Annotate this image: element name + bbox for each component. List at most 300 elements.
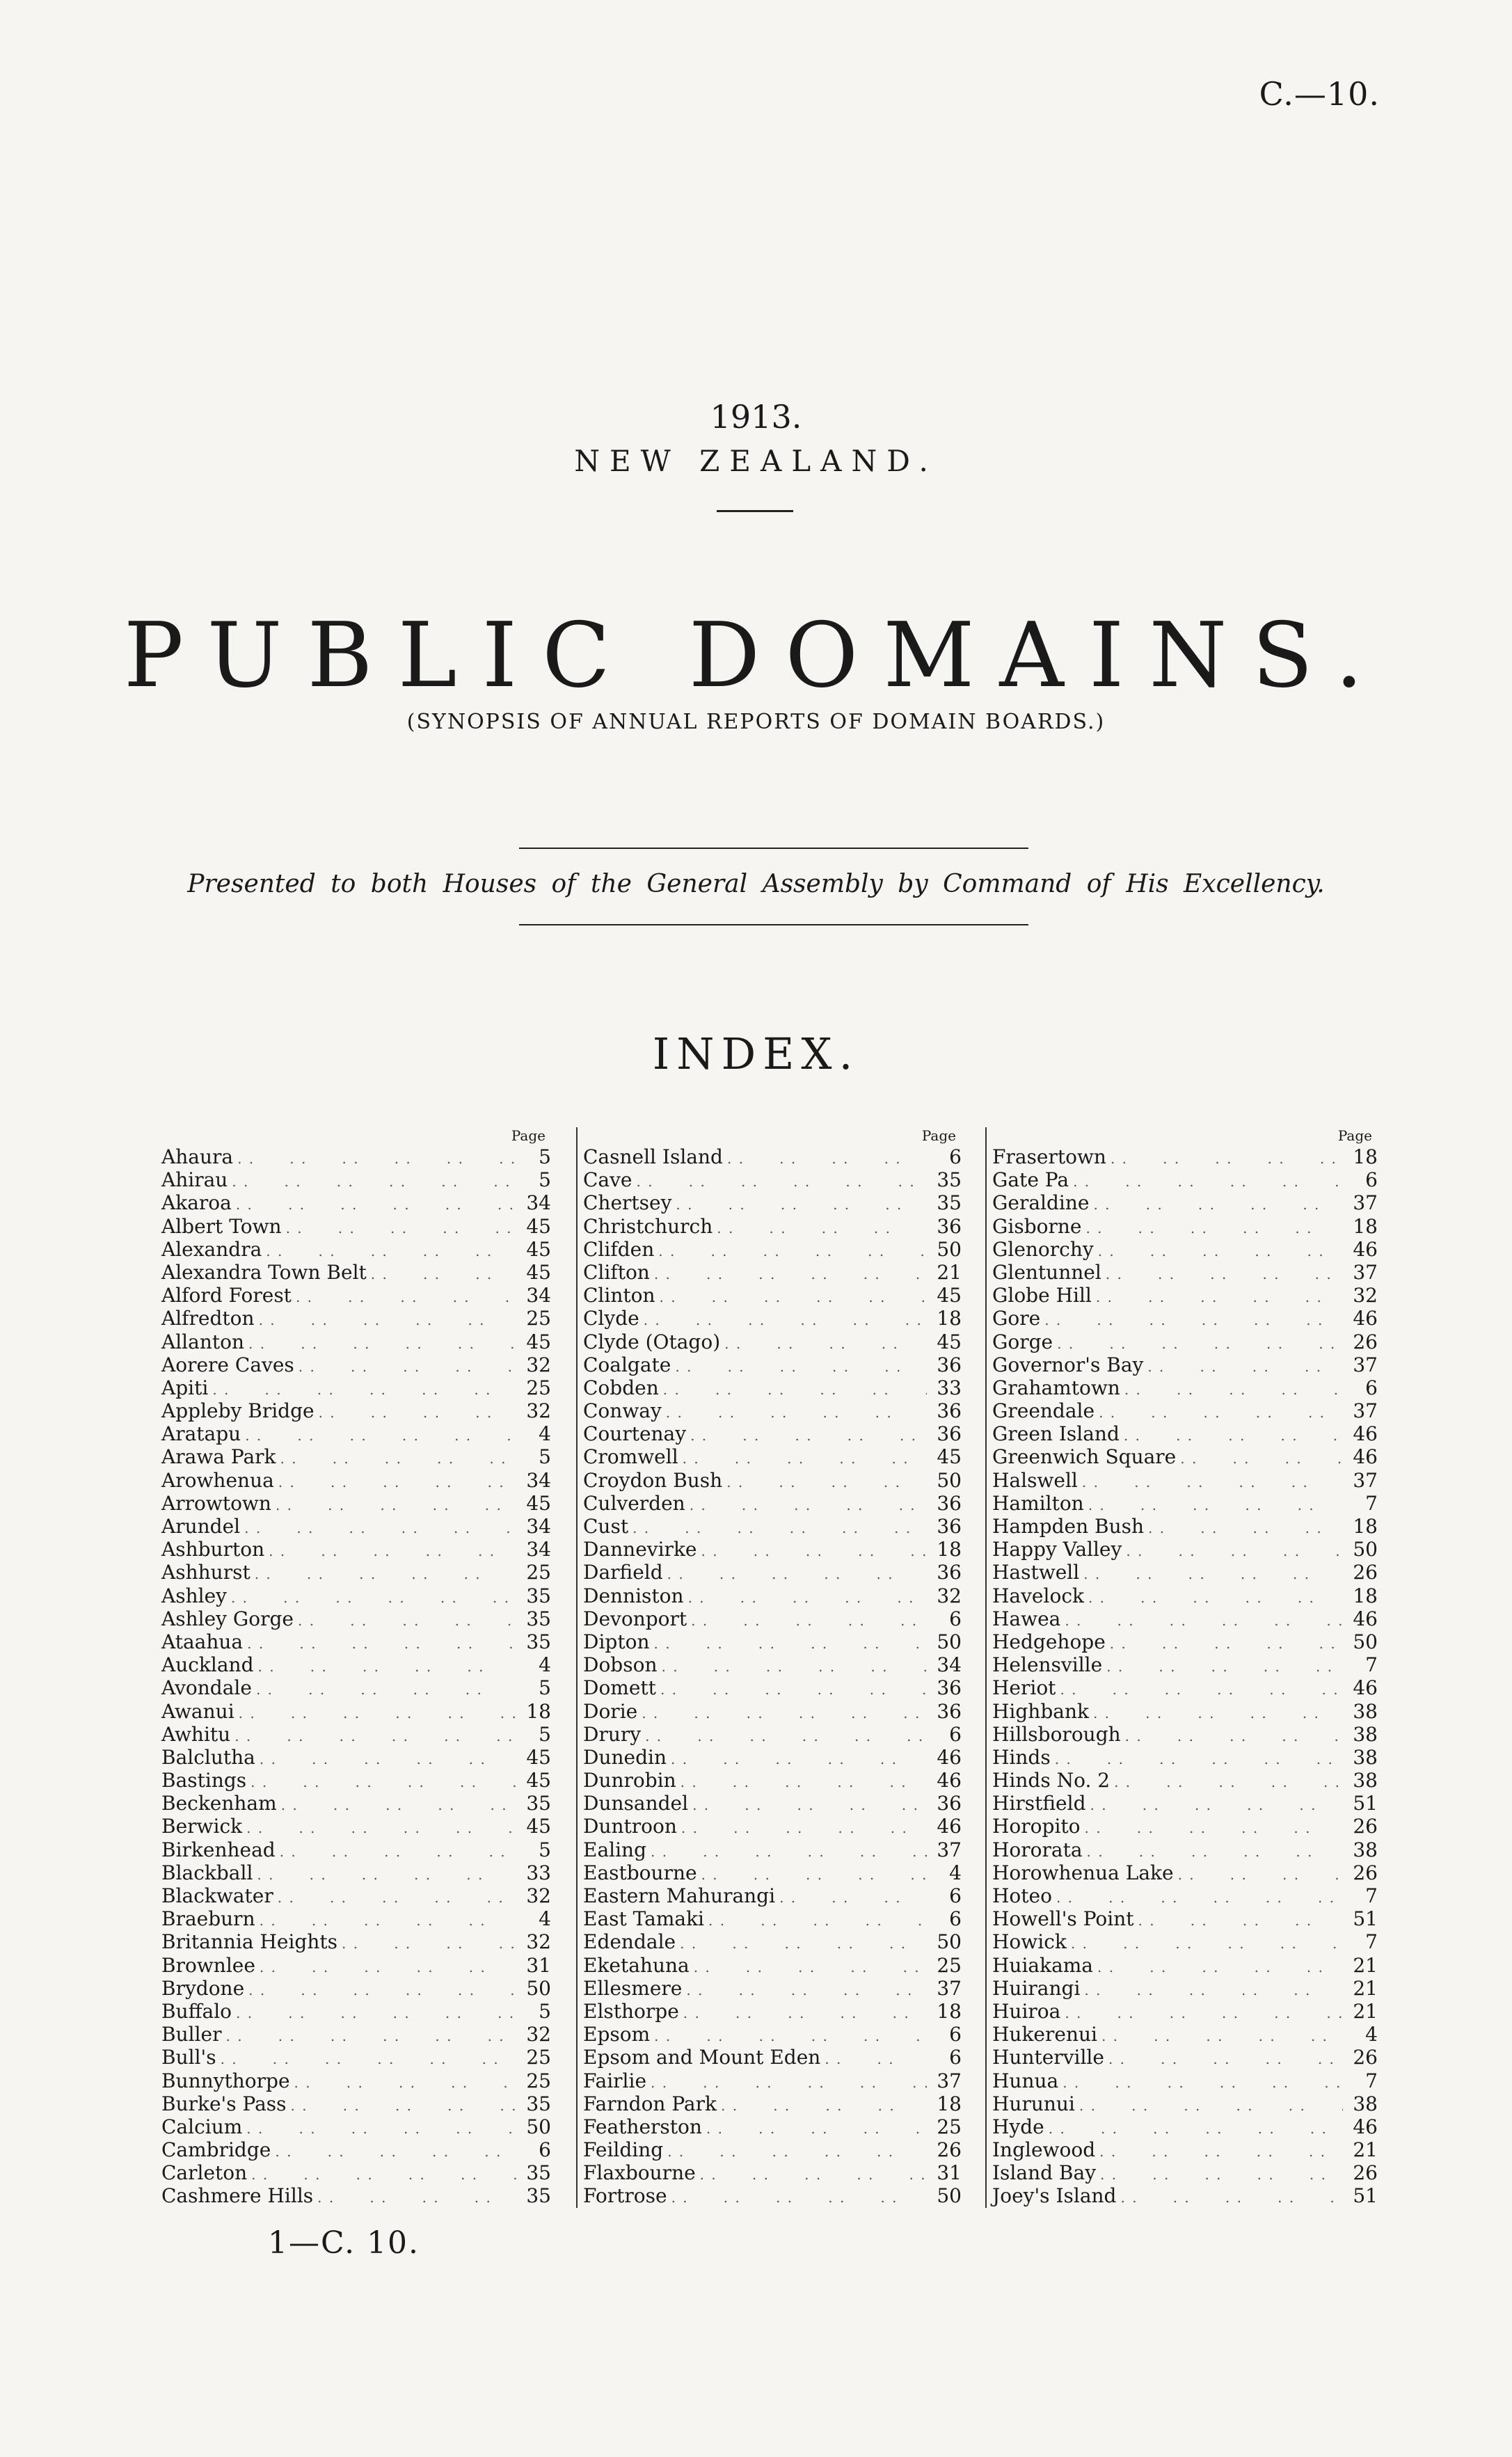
index-entry [583,1746,962,1769]
index-entry [161,1376,551,1399]
index-entry-name: Clyde (Otago) [583,1330,721,1353]
index-entry [161,1422,551,1445]
index-entry [992,1815,1378,1838]
index-entry-page: 38 [1353,1722,1378,1746]
index-entry-name: Duntroon [583,1815,677,1838]
index-entry-name: Ashburton [161,1538,265,1561]
index-entry-page: 45 [526,1214,551,1238]
index-entry [583,1445,962,1468]
dot-leader [1148,1517,1343,1540]
index-entry-page: 35 [526,1630,551,1653]
dot-leader [724,1333,927,1355]
index-entry [161,2184,551,2207]
index-entry-name: Island Bay [992,2161,1097,2185]
index-entry [992,1515,1378,1538]
index-entry [161,1215,551,1238]
dot-leader [644,1309,927,1332]
index-entry-name: Hunterville [992,2046,1104,2069]
index-entry-page: 18 [1353,1145,1378,1168]
report-year: 1913. [710,398,802,436]
index-entry [992,2000,1378,2023]
index-entry [583,1561,962,1584]
index-entry-name: Darfield [583,1561,663,1584]
index-entry [161,1238,551,1261]
index-entry-page: 25 [526,2069,551,2092]
dot-leader [671,1748,927,1771]
index-entry [583,2138,962,2161]
index-entry-name: Halswell [992,1468,1078,1492]
index-entry [161,1630,551,1653]
index-entry [992,1607,1378,1630]
index-entry [161,1445,551,1468]
index-entry [583,1861,962,1884]
index-entry-name: Clinton [583,1284,655,1307]
index-column-2 [576,1127,962,2208]
index-entry-page: 32 [526,1399,551,1423]
dot-leader [1106,1655,1343,1678]
index-entry-page: 5 [539,1168,551,1192]
index-entry-page: 36 [937,1792,962,1815]
index-entry [161,1515,551,1538]
index-entry-name: Burke's Pass [161,2092,287,2115]
dot-leader [1106,1263,1343,1286]
index-entry [161,2000,551,2023]
index-entry-page: 6 [1365,1168,1378,1192]
index-entry-page: 25 [937,2115,962,2138]
index-entry-name: Gisborne [992,1214,1082,1238]
index-entry [992,1584,1378,1607]
dot-leader [700,2163,927,2186]
index-entry-name: Birkenhead [161,1838,276,1861]
index-entry-page: 4 [539,1422,551,1446]
index-entry-name: Cave [583,1168,632,1192]
index-entry-page: 37 [1353,1260,1378,1284]
dot-leader [1111,1147,1343,1170]
index-entry-page: 33 [526,1861,551,1884]
index-entry-page: 36 [937,1676,962,1700]
index-entry-name: Hororata [992,1838,1083,1861]
index-entry-page: 50 [937,1237,962,1261]
dot-leader [1056,1886,1343,1909]
dot-leader [256,1678,516,1701]
index-entry-name: Epsom and Mount Eden [583,2046,821,2069]
index-entry [992,1676,1378,1699]
index-entry-page: 51 [1353,1792,1378,1815]
dot-leader [269,1540,516,1563]
index-entry-name: Arrowtown [161,1491,271,1515]
index-entry [583,1284,962,1307]
presented-line: Presented to both Houses of the General Assembly by Command of His Excellency. [187,870,1325,898]
index-entry-name: Cashmere Hills [161,2184,314,2208]
index-entry [583,1607,962,1630]
index-entry-name: Albert Town [161,1214,282,1238]
index-entry-name: Howell's Point [992,1907,1134,1931]
index-entry-page: 36 [937,1214,962,1238]
dot-leader [237,1147,516,1170]
index-entry-name: Ealing [583,1838,646,1861]
index-entry-name: Ellesmere [583,1976,683,2000]
index-entry [992,1399,1378,1422]
index-entry-page: 4 [1365,2023,1378,2046]
index-entry [992,1792,1378,1815]
index-entry [583,1700,962,1723]
page-column-label: Page [921,1127,956,1144]
index-entry-name: Globe Hill [992,1284,1092,1307]
dot-leader [727,1147,927,1170]
index-entry-page: 37 [1353,1191,1378,1215]
dot-leader [1110,1632,1343,1655]
index-entry-page: 46 [1353,1676,1378,1700]
dot-leader [675,1355,927,1378]
dot-leader [726,1471,927,1494]
dot-leader [236,2002,516,2025]
index-entry-page: 50 [526,1976,551,2000]
dot-leader [258,1655,516,1678]
index-entry-name: Clifden [583,1237,655,1261]
index-entry-page: 45 [937,1445,962,1469]
dot-leader [1147,1355,1343,1378]
index-entry-page: 34 [526,1284,551,1307]
index-entry-name: Huiroa [992,1999,1061,2023]
dot-leader [257,1863,516,1886]
index-entry-name: Gate Pa [992,1168,1069,1192]
index-entry [161,1561,551,1584]
dot-leader [654,2025,927,2048]
index-entry [992,1307,1378,1330]
index-entry-page: 25 [937,1953,962,1977]
index-entry [992,1261,1378,1284]
index-entry-name: Hukerenui [992,2023,1097,2046]
dot-leader [1114,1771,1343,1794]
index-entry-page: 5 [539,1838,551,1861]
index-entry-name: Cambridge [161,2138,271,2162]
index-entry [583,2069,962,2092]
index-entry-page: 51 [1353,2184,1378,2208]
index-entry [583,1376,962,1399]
index-entry-name: Gorge [992,1330,1053,1353]
index-entry-page: 6 [949,1884,962,1907]
index-entry [583,2000,962,2023]
index-entry-page: 18 [1353,1515,1378,1538]
dot-leader [701,1540,927,1563]
index-entry-page: 6 [949,1722,962,1746]
index-entry-name: Avondale [161,1676,252,1700]
index-entry [583,2092,962,2115]
index-entry-name: Allanton [161,1330,244,1353]
index-entry-name: Conway [583,1399,662,1423]
index-entry-name: Cobden [583,1376,659,1399]
index-entry-page: 21 [1353,1953,1378,1977]
index-entry [583,1907,962,1930]
dot-leader [1088,1587,1343,1609]
index-entry [583,1630,962,1653]
index-entry-page: 45 [526,1237,551,1261]
index-entry-page: 35 [526,1792,551,1815]
index-entry [161,2069,551,2092]
index-entry-page: 25 [526,1561,551,1584]
index-entry-name: Hastwell [992,1561,1080,1584]
index-entry [992,1630,1378,1653]
dot-leader [1090,1794,1343,1817]
index-entry-page: 46 [1353,2115,1378,2138]
index-entry-name: Flaxbourne [583,2161,696,2185]
index-entry [992,1700,1378,1723]
index-entry [161,1769,551,1792]
index-entry [583,1330,962,1353]
index-entry-name: Carleton [161,2161,248,2185]
index-entry [161,1676,551,1699]
index-entry [161,1815,551,1838]
index-entry-name: Hunua [992,2069,1059,2092]
dot-leader [637,1170,927,1193]
index-entry-name: Glentunnel [992,1260,1101,1284]
dot-leader [660,1286,927,1309]
index-entry [583,1515,962,1538]
index-entry-name: Ahaura [161,1145,234,1168]
index-entry-page: 38 [1353,1838,1378,1861]
index-entry [992,1561,1378,1584]
index-entry-page: 36 [937,1422,962,1446]
dot-leader [1071,1932,1343,1955]
index-entry-name: Bull's [161,2046,216,2069]
index-entry-name: Gore [992,1307,1041,1330]
index-entry [161,2092,551,2115]
index-entry-page: 35 [526,2161,551,2185]
index-entry-page: 45 [526,1769,551,1792]
index-entry-name: Geraldine [992,1191,1090,1215]
index-entry-page: 7 [1365,1930,1378,1954]
dot-leader [1138,1909,1344,1932]
index-entry-page: 26 [937,2138,962,2162]
index-entry-page: 26 [1353,2046,1378,2069]
index-entry [583,1884,962,1907]
index-entry-name: Dunedin [583,1745,667,1769]
index-entry [992,2184,1378,2207]
index-entry [161,1977,551,2000]
index-entry-page: 32 [937,1584,962,1607]
index-entry [161,2115,551,2138]
dot-leader [676,1193,927,1216]
index-entry [161,1954,551,1977]
dot-leader [1084,1979,1343,2002]
index-entry-page: 31 [937,2161,962,2185]
index-entry [161,1746,551,1769]
index-entry-name: Joey's Island [992,2184,1117,2208]
dot-leader [1099,2140,1343,2163]
dot-leader [632,1517,927,1540]
dot-leader [260,1748,516,1771]
divider-top [519,848,1028,849]
index-entry-page: 50 [1353,1538,1378,1561]
dot-leader [291,2094,516,2117]
index-entry-page: 25 [526,1376,551,1399]
index-entry-name: Hillsborough [992,1722,1121,1746]
dot-leader [246,2117,516,2140]
index-entry-name: Casnell Island [583,1145,723,1168]
index-entry [161,1607,551,1630]
index-entry-page: 45 [526,1745,551,1769]
index-entry [583,1191,962,1214]
index-entry [161,1261,551,1284]
index-entry [583,1930,962,1953]
index-entry-name: Alford Forest [161,1284,292,1307]
dot-leader [658,1240,927,1263]
index-column-1 [161,1127,551,2208]
index-column-list [578,1127,962,2208]
index-entry-name: Blackball [161,1861,253,1884]
index-entry-page: 34 [526,1468,551,1492]
index-entry-name: Devonport [583,1607,687,1630]
index-entry-page: 26 [1353,1330,1378,1353]
index-entry [992,1330,1378,1353]
index-entry-page: 21 [937,1260,962,1284]
index-entry-name: Blackwater [161,1884,273,1907]
index-entry [583,1492,962,1515]
index-entry-page: 32 [526,2023,551,2046]
dot-leader [1108,2048,1343,2071]
index-entry-page: 5 [539,1445,551,1469]
index-entry-name: Hawea [992,1607,1061,1630]
dot-leader [717,1217,927,1240]
index-entry-name: Dipton [583,1630,650,1653]
index-entry-name: Cust [583,1515,629,1538]
index-entry-page: 32 [526,1353,551,1376]
index-entry-name: Aratapu [161,1422,241,1446]
dot-leader [278,1886,516,1909]
index-entry [161,2046,551,2069]
index-entry [161,1168,551,1191]
index-entry [992,1653,1378,1676]
index-entry-page: 34 [526,1191,551,1215]
index-entry-name: Akaroa [161,1191,232,1215]
dot-leader [1125,1725,1343,1748]
index-entry-name: Greenwich Square [992,1445,1177,1469]
index-entry-name: Balclutha [161,1745,255,1769]
index-entry-page: 26 [1353,1861,1378,1884]
index-entry-name: Chertsey [583,1191,672,1215]
index-entry [992,1723,1378,1746]
index-entry-name: Arawa Park [161,1445,276,1469]
index-entry-page: 4 [539,1907,551,1931]
index-entry-page: 26 [1353,2161,1378,2185]
dot-leader [1093,1193,1343,1216]
index-entry-name: Arowhenua [161,1468,274,1492]
dot-leader [236,1193,516,1216]
index-entry [161,1838,551,1861]
index-entry-page: 18 [937,1538,962,1561]
index-entry-page: 36 [937,1515,962,1538]
index-entry [161,2023,551,2046]
index-entry-page: 35 [937,1191,962,1215]
index-entry-page: 38 [1353,1699,1378,1723]
dot-leader [708,1909,927,1932]
dot-leader [660,1678,927,1701]
index-entry-name: Dunrobin [583,1769,676,1792]
index-entry-page: 25 [526,2046,551,2069]
index-entry-name: Awanui [161,1699,234,1723]
dot-leader [1124,1424,1343,1447]
index-entry-page: 37 [1353,1399,1378,1423]
index-entry-name: Happy Valley [992,1538,1122,1561]
index-entry-page: 26 [1353,1561,1378,1584]
index-entry-page: 50 [937,1468,962,1492]
index-entry-page: 50 [937,1930,962,1954]
index-entry [992,2138,1378,2161]
index-entry-name: Courtenay [583,1422,687,1446]
index-entry-name: Edendale [583,1930,676,1954]
index-entry-name: Culverden [583,1491,685,1515]
index-entry [992,1284,1378,1307]
dot-leader [642,1702,927,1725]
index-entry-page: 37 [937,1976,962,2000]
index-entry-name: Buller [161,2023,222,2046]
index-entry-name: Havelock [992,1584,1084,1607]
dot-leader [1082,1471,1343,1494]
index-entry [992,1469,1378,1492]
index-entry-name: Calcium [161,2115,243,2138]
index-entry-page: 31 [526,1953,551,1977]
index-entry-page: 46 [1353,1237,1378,1261]
index-entry-name: Aorere Caves [161,1353,294,1376]
index-entry [161,1653,551,1676]
index-entry-page: 18 [526,1699,551,1723]
dot-leader [683,2002,927,2025]
index-entry [583,2023,962,2046]
index-entry-name: Heriot [992,1676,1056,1700]
index-entry [992,1538,1378,1561]
index-entry-name: Arundel [161,1515,241,1538]
dot-leader [690,1494,927,1517]
index-entry [161,1469,551,1492]
index-entry-name: Ahirau [161,1168,228,1192]
index-entry-name: Hinds No. 2 [992,1769,1111,1792]
index-entry [992,1907,1378,1930]
dot-leader [1124,1378,1343,1401]
index-entry-page: 34 [937,1653,962,1677]
index-entry [583,1676,962,1699]
index-entry [583,1838,962,1861]
index-entry [992,1445,1378,1468]
index-entry [583,1353,962,1376]
index-entry-name: Horopito [992,1815,1081,1838]
index-entry [583,1538,962,1561]
dot-leader [221,2048,516,2071]
index-entry [161,2138,551,2161]
index-entry-name: Horowhenua Lake [992,1861,1174,1884]
index-entry-name: Britannia Heights [161,1930,337,1954]
dot-leader [653,1632,927,1655]
index-entry-name: Cromwell [583,1445,678,1469]
dot-leader [1083,1563,1343,1586]
index-entry-name: Beckenham [161,1792,277,1815]
index-entry-name: Hampden Bush [992,1515,1145,1538]
index-entry-page: 18 [937,1999,962,2023]
index-entry-page: 36 [937,1699,962,1723]
page-subtitle: (SYNOPSIS OF ANNUAL REPORTS OF DOMAIN BOARDS.) [406,710,1106,734]
index-entry-name: East Tamaki [583,1907,705,1931]
dot-leader [234,1725,516,1748]
index-entry [992,2046,1378,2069]
dot-leader [248,1333,516,1355]
dot-leader [671,2186,927,2209]
dot-leader [1087,1840,1343,1863]
index-entry-name: Coalgate [583,1353,671,1376]
index-entry [583,1792,962,1815]
dot-leader [266,1240,516,1263]
index-entry [583,1954,962,1977]
dot-leader [1057,1333,1343,1355]
index-entry [161,1353,551,1376]
